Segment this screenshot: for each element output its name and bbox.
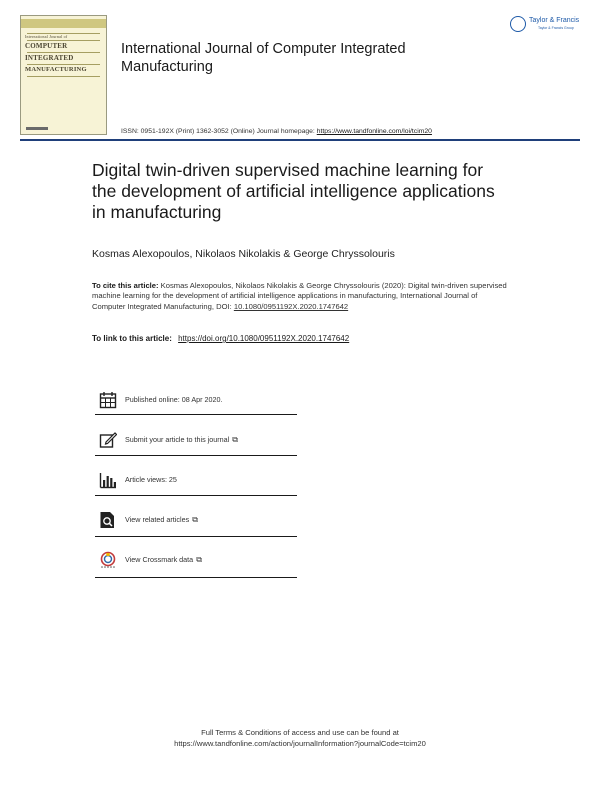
cover-small-title: International Journal of (25, 34, 68, 39)
calendar-icon (99, 391, 117, 409)
bar-chart-icon (99, 471, 117, 489)
publisher-logo[interactable] (510, 15, 585, 37)
published-online-label: Published online: 08 Apr 2020. (125, 395, 223, 404)
crossmark-text: View Crossmark data (125, 555, 194, 564)
issn-line (121, 128, 432, 135)
published-online-row (95, 379, 297, 419)
external-link-icon: ⧉ (196, 555, 202, 564)
crossmark-icon (99, 551, 117, 569)
issn-text: ISSN: 0951-192X (Print) 1362-3052 (Online) Journal homepage: (121, 128, 315, 135)
link-label: To link to this article: (92, 334, 172, 343)
terms-link[interactable]: https://www.tandfonline.com/action/journalInformation?journalCode=tcim20 (174, 739, 426, 748)
terms-line: Full Terms & Conditions of access and use can be found at (201, 728, 399, 737)
article-link-line (92, 334, 349, 343)
citation-block (92, 281, 512, 312)
external-link-icon: ⧉ (232, 435, 238, 444)
submit-article-row[interactable] (95, 419, 297, 459)
article-title: Digital twin-driven supervised machine learning for the development of artificial intelligence applications in manufacturing (92, 160, 495, 222)
cover-publisher-mark (26, 127, 48, 130)
citation-text: Kosmas Alexopoulos, Nikolaos Nikolakis & George Chryssolouris (2020): Digital twin-driven supervised machine learning for the development of artificial intelligence applications in manufacturing, International Journal of Computer Integrated Manufacturing, DOI: (92, 281, 507, 311)
submit-article-label (125, 435, 238, 445)
citation-doi-link[interactable]: 10.1080/0951192X.2020.1747642 (233, 301, 349, 311)
submit-article-text: Submit your article to this journal (125, 435, 230, 444)
article-doi-link[interactable]: https://doi.org/10.1080/0951192X.2020.1747642 (178, 334, 350, 343)
crossmark-row[interactable] (95, 539, 297, 579)
info-divider (95, 536, 297, 537)
journal-cover-image (20, 15, 107, 135)
info-divider (95, 495, 297, 496)
journal-homepage-link[interactable]: https://www.tandfonline.com/loi/tcim20 (316, 128, 432, 135)
info-divider (95, 414, 297, 415)
related-articles-text: View related articles (125, 515, 190, 524)
header-divider (20, 139, 580, 141)
info-divider (95, 577, 297, 578)
cover-title-line-3: MANUFACTURING (25, 66, 87, 73)
publisher-name: Taylor & Francis (529, 17, 580, 24)
cover-title-line-2: INTEGRATED (25, 54, 74, 62)
terms-footer (0, 727, 600, 749)
crossmark-label (125, 555, 202, 565)
related-articles-row[interactable] (95, 499, 297, 539)
related-articles-label (125, 515, 198, 525)
publisher-tagline: Taylor & Francis Group (538, 26, 574, 30)
cover-title-line-1: COMPUTER (25, 42, 68, 50)
article-views-label: Article views: 25 (125, 475, 177, 484)
journal-title: International Journal of Computer Integrated Manufacturing (121, 41, 406, 75)
external-link-icon: ⧉ (192, 515, 198, 524)
publisher-logo-icon (510, 16, 526, 32)
article-authors: Kosmas Alexopoulos, Nikolaos Nikolakis & George Chryssolouris (92, 248, 395, 260)
article-views-row (95, 459, 297, 499)
document-search-icon (99, 511, 117, 529)
info-divider (95, 455, 297, 456)
citation-label: To cite this article: (92, 281, 159, 290)
edit-icon (99, 431, 117, 449)
